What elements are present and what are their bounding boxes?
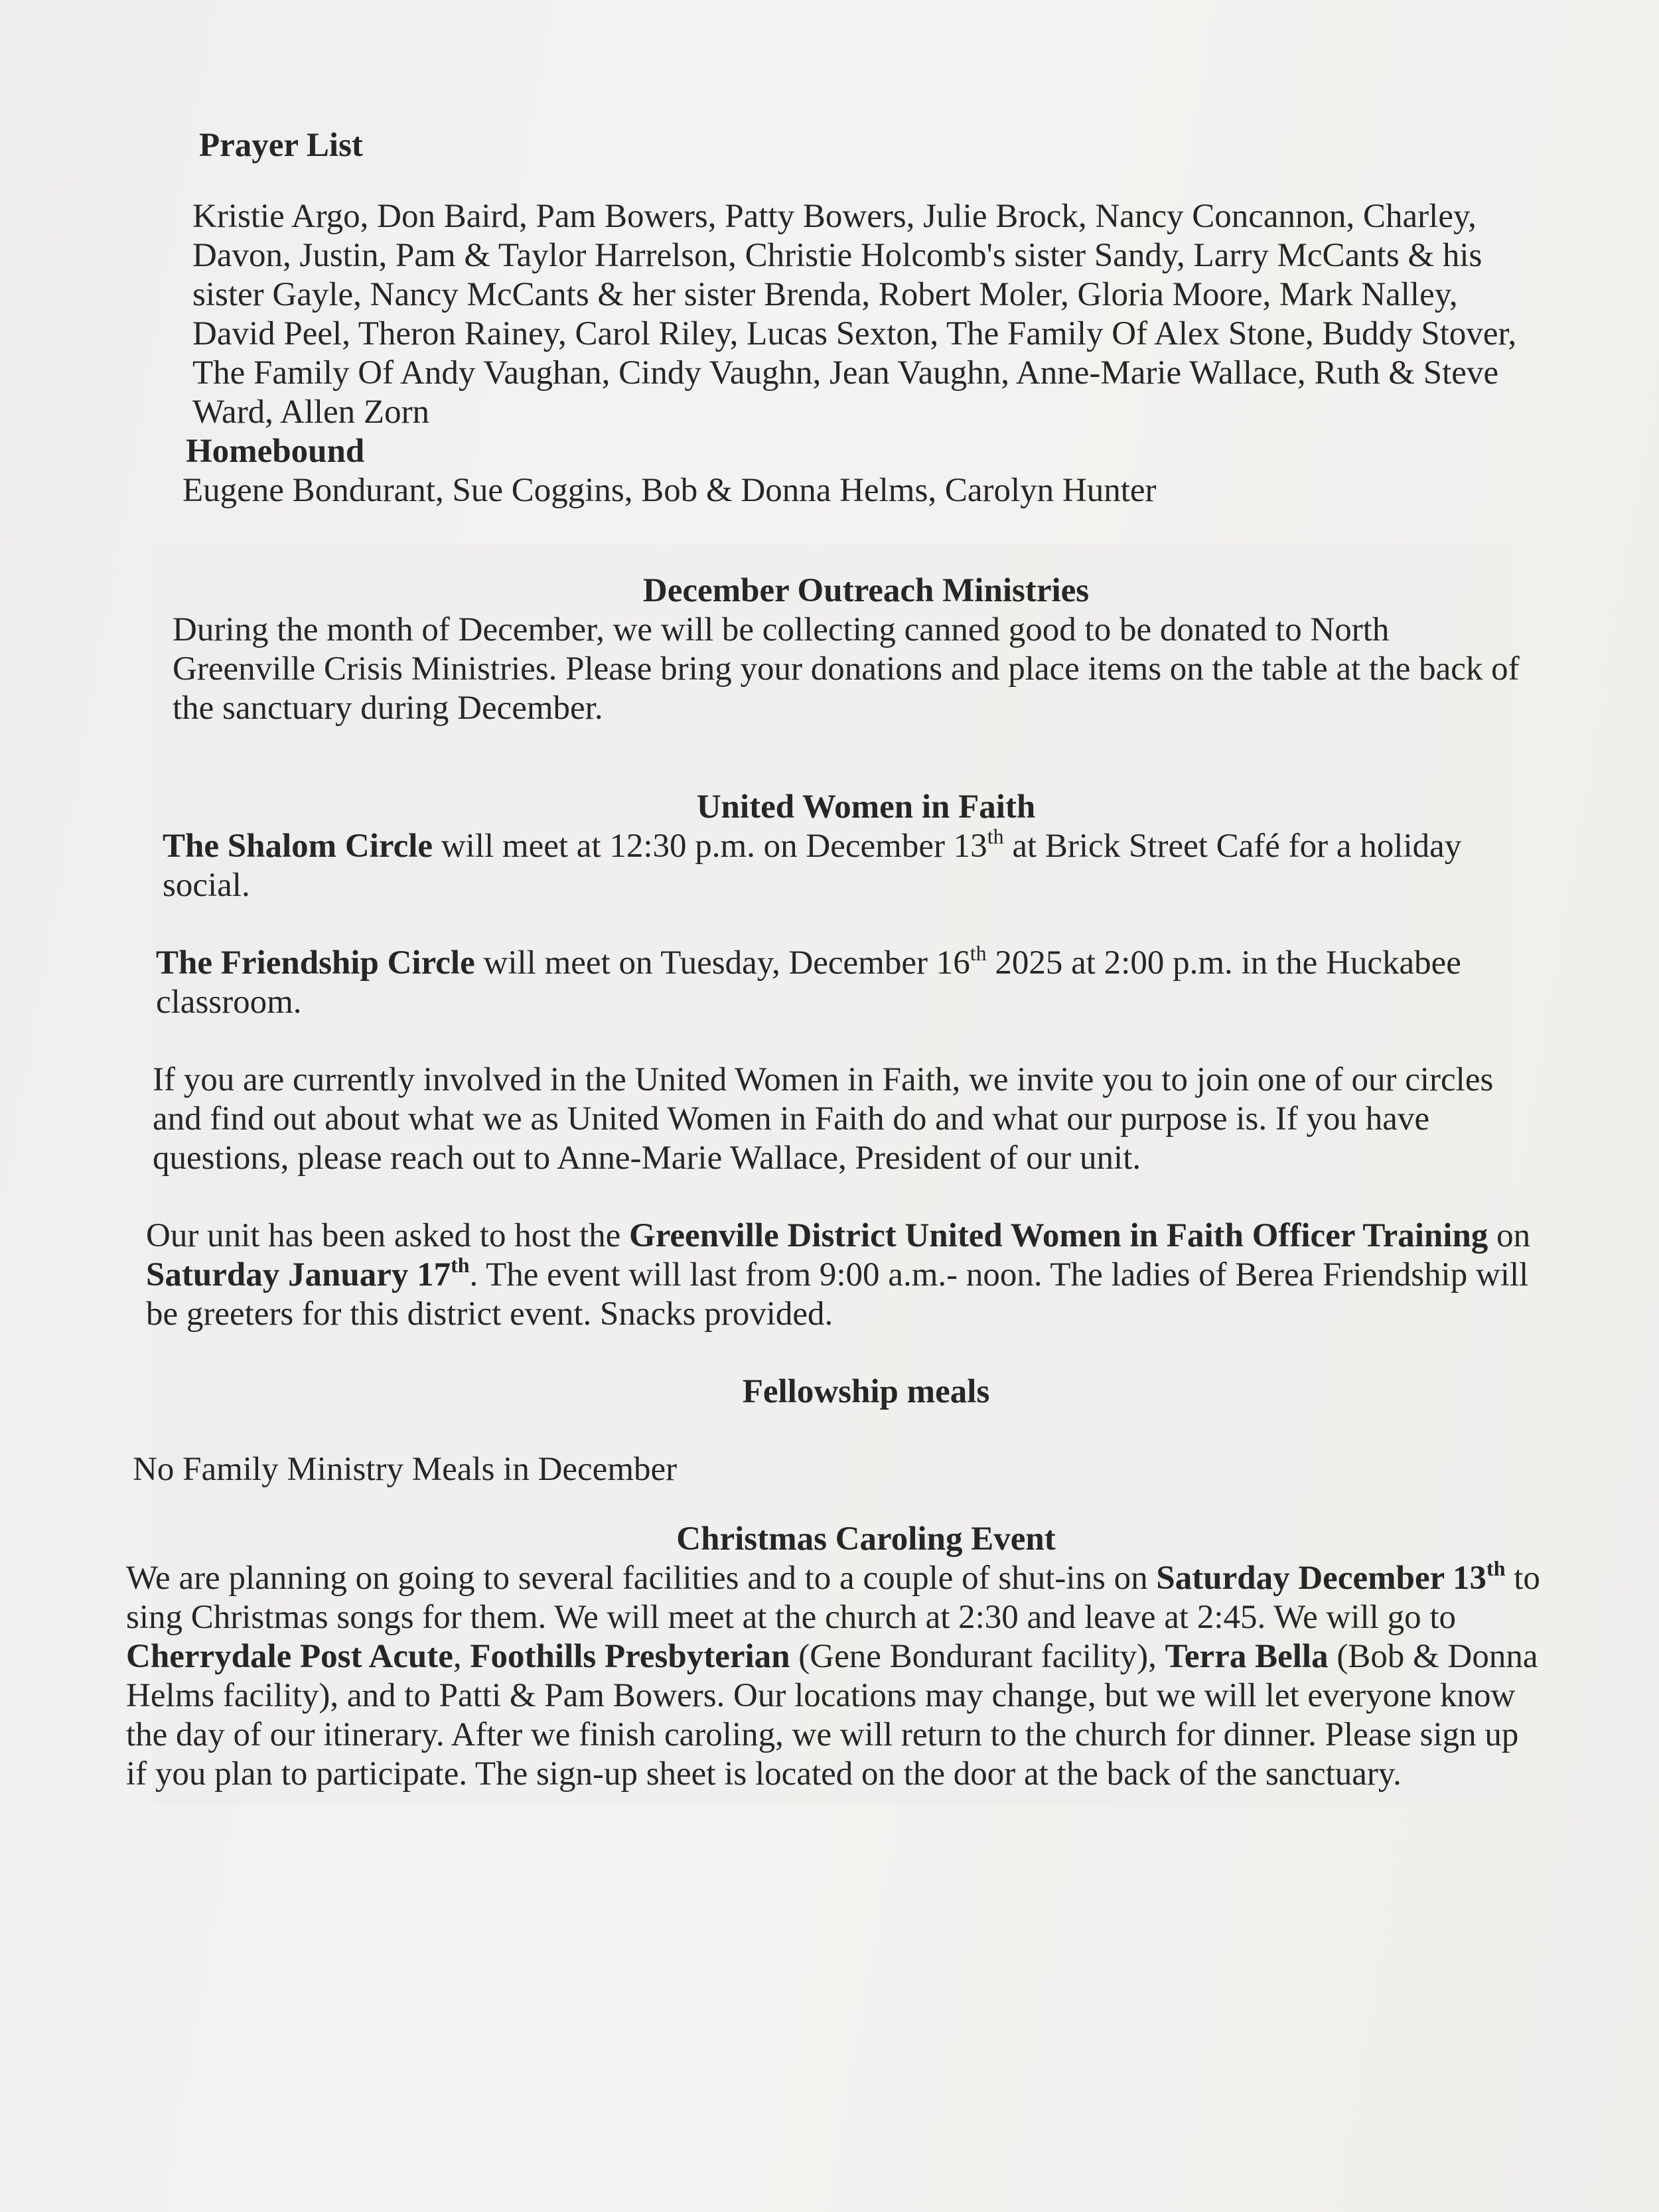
shalom-circle-name: The Shalom Circle (163, 828, 433, 865)
caroling-date-ordinal: th (1486, 1556, 1506, 1580)
caroling-date (1156, 1556, 1506, 1597)
training-text-post: . The event will last from 9:00 a.m.- noon. The ladies of Berea Friendship will be greeters for this district event. Snacks provided. (146, 1256, 1529, 1333)
caroling-comma: , (453, 1638, 470, 1675)
caroling-text-mid2: (Gene Bondurant facility), (790, 1638, 1165, 1675)
training-event-name: Greenville District United Women in Faith Officer Training (629, 1217, 1488, 1254)
caroling-heading: Christmas Caroling Event (676, 1520, 1056, 1558)
fellowship-body: No Family Ministry Meals in December (133, 1451, 678, 1488)
fellowship-heading: Fellowship meals (742, 1373, 990, 1410)
outreach-heading: December Outreach Ministries (642, 572, 1090, 609)
caroling-date-text: Saturday December 13 (1156, 1560, 1487, 1597)
uwf-heading: United Women in Faith (696, 788, 1036, 826)
friendship-text-pre: will meet on Tuesday, December 16 (474, 944, 970, 982)
training-date-text: Saturday January 17 (146, 1256, 451, 1293)
outreach-body: During the month of December, we will be collecting canned good to be donated to North Greenville Crisis Ministries. Please bring your donations and place items on the table at the back of the sanctuary during December. (173, 611, 1520, 727)
homebound-names: Eugene Bondurant, Sue Coggins, Bob & Donna Helms, Carolyn Hunter (182, 472, 1157, 509)
caroling-place-3: Terra Bella (1165, 1638, 1329, 1675)
training-text-on: on (1488, 1217, 1531, 1254)
shalom-text-post: at Brick Street Café for a holiday social. (163, 828, 1462, 904)
training-text-pre: Our unit has been asked to host the (146, 1217, 630, 1254)
uwf-invite-paragraph: If you are currently involved in the United Women in Faith, we invite you to join one of our circles and find out about what we as United Women in Faith do and what our purpose is. If you have questions, please reach out to Anne-Marie Wallace, President of our unit. (153, 1061, 1494, 1177)
officer-training-paragraph (146, 1217, 1546, 1334)
caroling-text-pre: We are planning on going to several facilities and to a couple of shut-ins on (126, 1560, 1157, 1597)
prayer-list-heading: Prayer List (199, 127, 363, 164)
caroling-text-mid1: to sing Christmas songs for them. We will meet at the church at 2:30 and leave at 2:45. We will go to (126, 1560, 1540, 1636)
caroling-place-2: Foothills Presbyterian (470, 1638, 790, 1675)
caroling-paragraph (126, 1556, 1546, 1794)
shalom-ordinal: th (987, 824, 1004, 848)
friendship-circle-name: The Friendship Circle (156, 944, 475, 982)
shalom-text-pre: will meet at 12:30 p.m. on December 13 (433, 828, 987, 865)
caroling-place-1: Cherrydale Post Acute (126, 1638, 453, 1675)
training-date (146, 1253, 470, 1293)
caroling-text-post: (Bob & Donna Helms facility), and to Patti & Pam Bowers. Our locations may change, but we will let everyone know the day of our itinerary. After we finish caroling, we will return to the church for dinner. Please sign up if you plan to participate. The sign-up sheet is located on the door at the back of the sanctuary. (126, 1638, 1538, 1793)
shalom-circle-paragraph (163, 824, 1543, 905)
friendship-ordinal: th (970, 941, 987, 965)
homebound-heading: Homebound (186, 433, 365, 470)
friendship-circle-paragraph (156, 941, 1543, 1022)
page-content (126, 126, 1579, 1794)
training-date-ordinal: th (451, 1253, 470, 1277)
friendship-text-post: 2025 at 2:00 p.m. in the Huckabee classroom. (156, 944, 1461, 1021)
prayer-list-names: Kristie Argo, Don Baird, Pam Bowers, Patty Bowers, Julie Brock, Nancy Concannon, Charley, Davon, Justin, Pam & Taylor Harrelson, Christie Holcomb's sister Sandy, Larry McCants & his sister Gayle, Nancy McCants & her sister Brenda, Robert Moler, Gloria Moore, Mark Nalley, David Peel, Theron Rainey, Carol Riley, Lucas Sexton, The Family Of Alex Stone, Buddy Stover, The Family Of Andy Vaughan, Cindy Vaughn, Jean Vaughn, Anne-Marie Wallace, Ruth & Steve Ward, Allen Zorn (192, 198, 1517, 431)
